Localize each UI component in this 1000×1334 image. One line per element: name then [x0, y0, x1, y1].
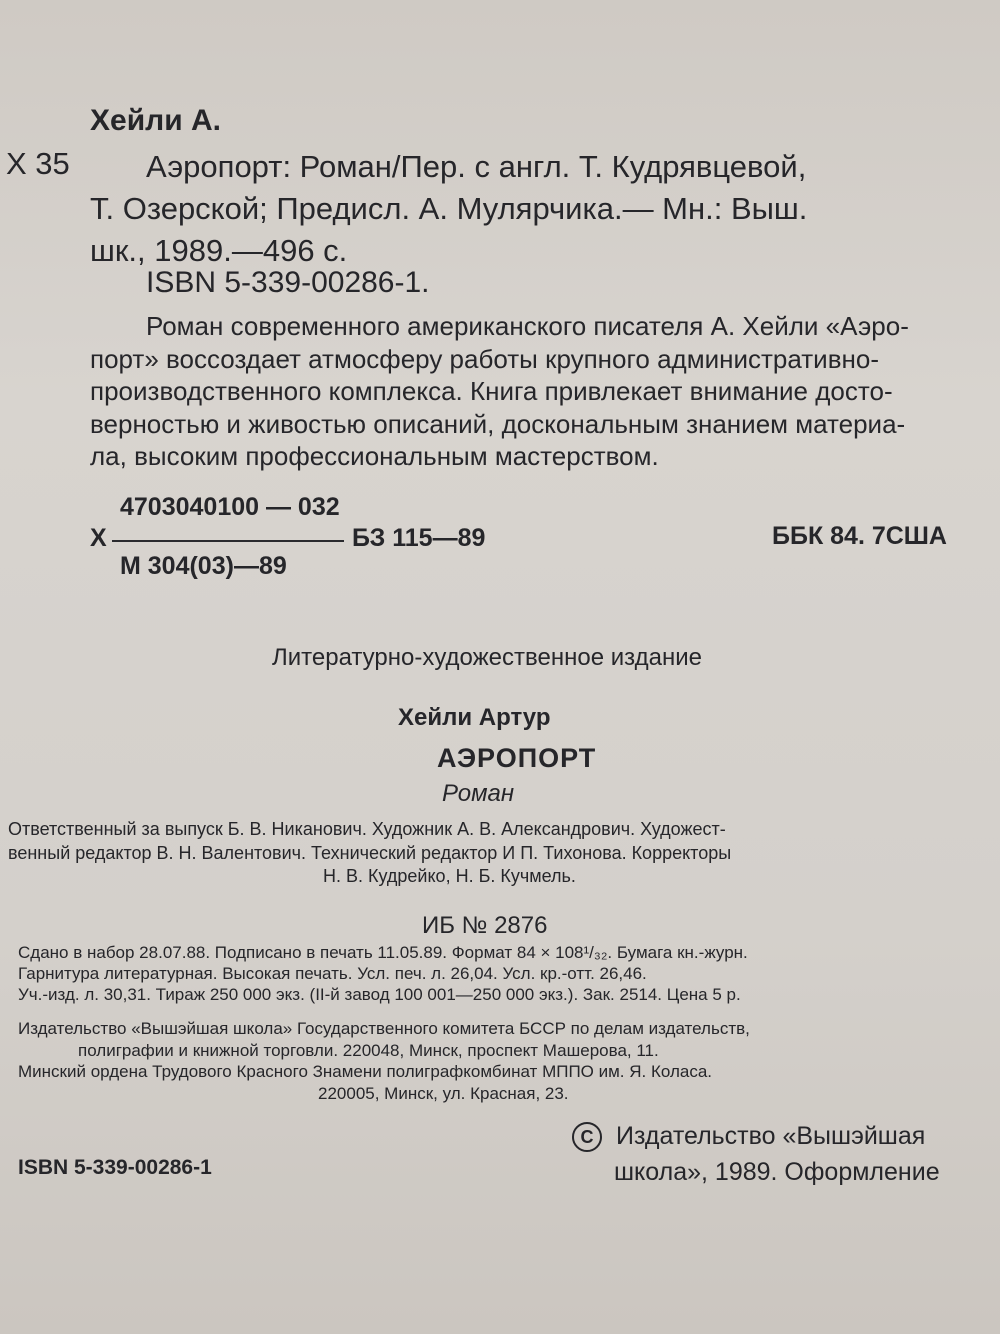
- ib-number: ИБ № 2876: [422, 912, 548, 939]
- bz-code: БЗ 115—89: [352, 524, 486, 552]
- annotation: [90, 310, 985, 473]
- annotation-line: Роман современного американского писателя А. Хейли «Аэро-: [146, 311, 909, 341]
- tech-line: Гарнитура литературная. Высокая печать. Усл. печ. л. 26,04. Усл. кр.-отт. 26,46.: [18, 964, 647, 983]
- publisher-block: [18, 1018, 998, 1104]
- credits-line: венный редактор В. Н. Валентович. Технический редактор И П. Тихонова. Корректоры: [8, 842, 732, 863]
- isbn-card: ISBN 5-339-00286-1.: [146, 266, 430, 299]
- author-heading: Хейли А.: [90, 104, 221, 137]
- fraction-bar: [112, 540, 344, 542]
- publisher-line: Издательство «Вышэйшая школа» Государственного комитета БССР по делам издательств,: [18, 1019, 750, 1038]
- copyright-notice: [572, 1118, 940, 1190]
- bib-line: Аэропорт: Роман/Пер. с англ. Т. Кудрявцевой,: [146, 149, 807, 184]
- publisher-line: 220005, Минск, ул. Красная, 23.: [318, 1083, 569, 1103]
- annotation-line: производственного комплекса. Книга привлекает внимание досто-: [90, 376, 893, 406]
- fraction-denominator: М 304(03)—89: [120, 552, 287, 580]
- edition-type: Литературно-художественное издание: [272, 644, 702, 671]
- annotation-line: ла, высоким профессиональным мастерством.: [90, 441, 659, 471]
- technical-data: [18, 942, 998, 1005]
- fraction-x: Х: [90, 524, 107, 552]
- tech-line: Уч.-изд. л. 30,31. Тираж 250 000 экз. (II-й завод 100 001—250 000 экз.). Зак. 2514. Цена 5 р.: [18, 985, 741, 1004]
- tech-line: Сдано в набор 28.07.88. Подписано в печать 11.05.89. Формат 84 × 108¹/₃₂. Бумага кн.-журн.: [18, 943, 748, 962]
- copyright-line: школа», 1989. Оформление: [614, 1158, 940, 1186]
- credits-block: [8, 818, 998, 889]
- credits-line: Н. В. Кудрейко, Н. Б. Кучмель.: [323, 866, 576, 886]
- imprint-author: Хейли Артур: [398, 704, 551, 731]
- annotation-line: порт» воссоздает атмосферу работы крупного административно-: [90, 343, 879, 374]
- bib-line: шк., 1989.—496 с.: [90, 233, 348, 268]
- bib-line: Т. Озерской; Предисл. А. Мулярчика.— Мн.: Выш.: [90, 191, 808, 226]
- copyright-icon: C: [572, 1122, 602, 1152]
- publisher-line: полиграфии и книжной торговли. 220048, Минск, проспект Машерова, 11.: [78, 1040, 659, 1060]
- annotation-line: верностью и живостью описаний, доскональным знанием материа-: [90, 408, 906, 439]
- imprint-title: АЭРОПОРТ: [437, 743, 597, 773]
- isbn-imprint: ISBN 5-339-00286-1: [18, 1156, 212, 1179]
- bbk-code: ББК 84. 7США: [772, 522, 947, 550]
- imprint-genre: Роман: [442, 780, 515, 807]
- library-index: Х 35: [6, 146, 70, 181]
- credits-line: Ответственный за выпуск Б. В. Никанович. Художник А. В. Александрович. Художест-: [8, 819, 726, 839]
- copyright-line: Издательство «Вышэйшая: [616, 1122, 926, 1150]
- publisher-line: Минский ордена Трудового Красного Знамени полиграфкомбинат МППО им. Я. Коласа.: [18, 1062, 713, 1081]
- bibliographic-record: [90, 146, 985, 272]
- fraction-numerator: 4703040100 — 032: [120, 493, 340, 521]
